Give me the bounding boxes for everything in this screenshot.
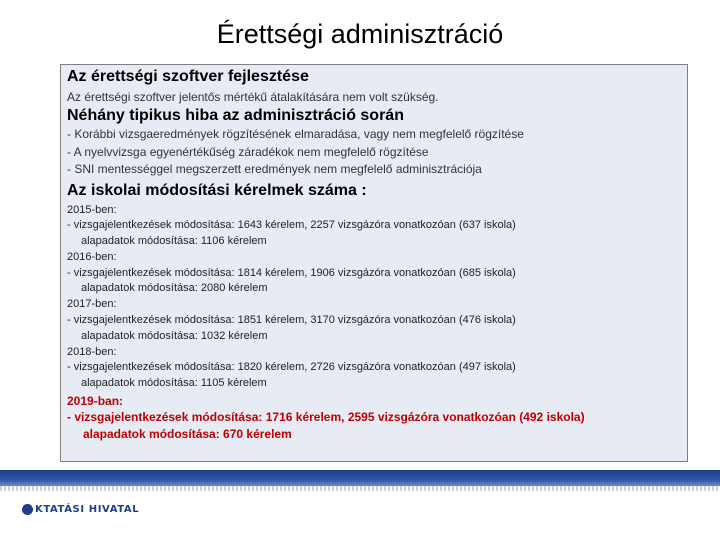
error-item: - SNI mentességgel megszerzett eredmények nem megfelelő adminisztrációja	[67, 162, 482, 176]
year-entry	[67, 266, 681, 298]
registration-changes: - vizsgajelentkezések módosítása: 1643 kérelem, 2257 vizsgázóra vonatkozóan (637 iskola)	[67, 219, 516, 232]
year-block-2019	[67, 393, 681, 442]
year-block-2015	[67, 203, 681, 250]
year-label: 2016-ben:	[67, 250, 117, 263]
error-item: - Korábbi vizsgaeredmények rögzítésének elmaradása, vagy nem megfelelő rögzítése	[67, 127, 524, 141]
section-heading-requests: Az iskolai módosítási kérelmek száma :	[67, 181, 367, 199]
year-label: 2015-ben:	[67, 203, 117, 216]
software-text: Az érettségi szoftver jelentős mértékű átalakítására nem volt szükség.	[67, 90, 439, 104]
year-label-highlight: 2019-ban:	[67, 394, 124, 409]
year-entry	[67, 360, 681, 392]
section-heading-software: Az érettségi szoftver fejlesztése	[67, 68, 309, 85]
section-heading-errors: Néhány tipikus hiba az adminisztráció során	[67, 107, 404, 124]
year-block-2018	[67, 345, 681, 392]
year-block-2016	[67, 250, 681, 297]
registration-changes: - vizsgajelentkezések módosítása: 1851 kérelem, 3170 vizsgázóra vonatkozóan (476 iskola)	[67, 314, 516, 327]
basic-data-changes: alapadatok módosítása: 670 kérelem	[83, 426, 292, 441]
error-list	[67, 126, 681, 179]
registration-changes: - vizsgajelentkezések módosítása: 1716 kérelem, 2595 vizsgázóra vonatkozóan (492 iskola)	[67, 410, 585, 425]
year-entry-highlight	[67, 409, 681, 442]
basic-data-changes: alapadatok módosítása: 1105 kérelem	[81, 377, 267, 390]
year-label: 2018-ben:	[67, 345, 117, 358]
agency-logo	[22, 504, 139, 515]
year-entry	[67, 313, 681, 345]
basic-data-changes: alapadatok módosítása: 1106 kérelem	[81, 235, 267, 248]
year-block-2017	[67, 297, 681, 344]
footer-stripes	[0, 486, 720, 491]
content-box	[60, 64, 688, 462]
registration-changes: - vizsgajelentkezések módosítása: 1814 kérelem, 1906 vizsgázóra vonatkozóan (685 iskola)	[67, 266, 516, 279]
year-entry	[67, 218, 681, 250]
page-title: Érettségi adminisztráció	[216, 19, 504, 49]
basic-data-changes: alapadatok módosítása: 1032 kérelem	[81, 329, 268, 342]
error-item: - A nyelvvizsga egyenértékűség záradékok nem megfelelő rögzítése	[67, 144, 429, 159]
registration-changes: - vizsgajelentkezések módosítása: 1820 kérelem, 2726 vizsgázóra vonatkozóan (497 iskola)	[67, 361, 516, 374]
basic-data-changes: alapadatok módosítása: 2080 kérelem	[81, 282, 268, 295]
footer-band	[0, 470, 720, 486]
logo-text: KTATÁSI HIVATAL	[35, 504, 140, 515]
logo-circle-icon	[22, 504, 33, 515]
year-label: 2017-ben:	[67, 298, 117, 311]
